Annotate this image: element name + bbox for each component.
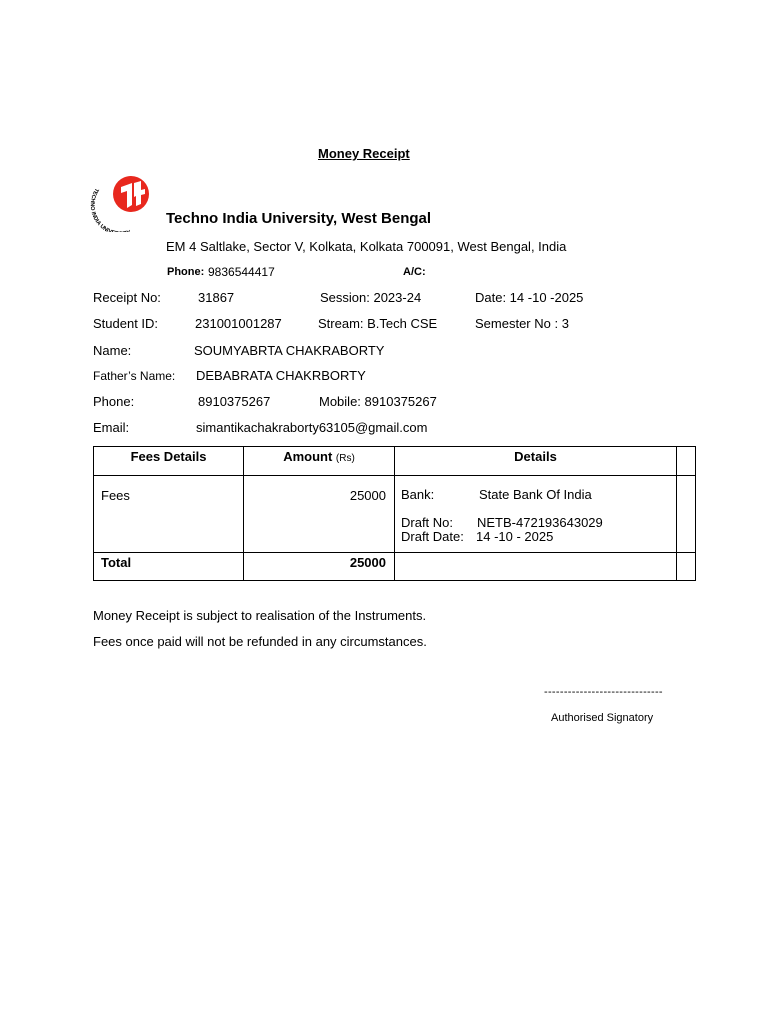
total-amount: 25000 [244,553,395,581]
header-amount: Amount (Rs) [244,447,395,476]
details-extra-cell [677,476,696,553]
header-fees-details: Fees Details [94,447,244,476]
receipt-date: Date: 14 -10 -2025 [475,290,584,305]
draft-date-label: Draft Date: [401,529,464,544]
bank-name: State Bank Of India [479,487,592,502]
note-no-refund: Fees once paid will not be refunded in any circumstances. [93,634,427,649]
payment-details [395,476,677,553]
student-email: simantikachakraborty63105@gmail.com [196,420,428,435]
university-address: EM 4 Saltlake, Sector V, Kolkata, Kolkata 700091, West Bengal, India [166,239,567,254]
total-extra-cell [677,553,696,581]
total-label: Total [94,553,244,581]
logo-text: TECHNO INDIA UNIV [88,186,113,232]
receipt-no-label: Receipt No: [93,290,161,305]
fees-table [93,446,696,581]
semester: Semester No : 3 [475,316,569,331]
authorised-signatory: Authorised Signatory [551,712,654,724]
father-name-label: Father’s Name: [93,369,176,383]
note-realisation: Money Receipt is subject to realisation of the Instruments. [93,608,427,623]
student-id-value: 231001001287 [195,316,282,331]
email-label: Email: [93,420,130,435]
phone-label: Phone: [167,266,205,278]
draft-no-label: Draft No: [401,515,454,530]
name-label: Name: [93,343,132,358]
fees-row-amount: 25000 [244,476,395,553]
draft-no: NETB-472193643029 [477,515,603,530]
ac-label: A/C: [403,266,426,278]
session: Session: 2023-24 [320,290,422,305]
stream: Stream: B.Tech CSE [318,316,438,331]
fees-row-label: Fees [94,476,244,553]
university-name: Techno India University, West Bengal [166,210,432,227]
student-mobile: Mobile: 8910375267 [319,394,437,409]
university-phone: 9836544417 [208,265,275,279]
signature-line: ------------------------------ [544,686,663,698]
father-name: DEBABRATA CHAKRBORTY [196,368,366,383]
draft-date: 14 -10 - 2025 [476,529,554,544]
header-details: Details [395,447,677,476]
student-id-label: Student ID: [93,316,159,331]
amount-unit: (Rs) [335,453,355,464]
page-title: Money Receipt [318,146,410,161]
student-name: SOUMYABRTA CHAKRABORTY [194,343,385,358]
total-details-cell [395,553,677,581]
receipt-no-value: 31867 [198,290,235,305]
student-phone: 8910375267 [198,394,271,409]
header-extra-cell [677,447,696,476]
bank-label: Bank: [401,487,435,502]
university-logo [86,170,166,232]
phone-label-student: Phone: [93,394,135,409]
